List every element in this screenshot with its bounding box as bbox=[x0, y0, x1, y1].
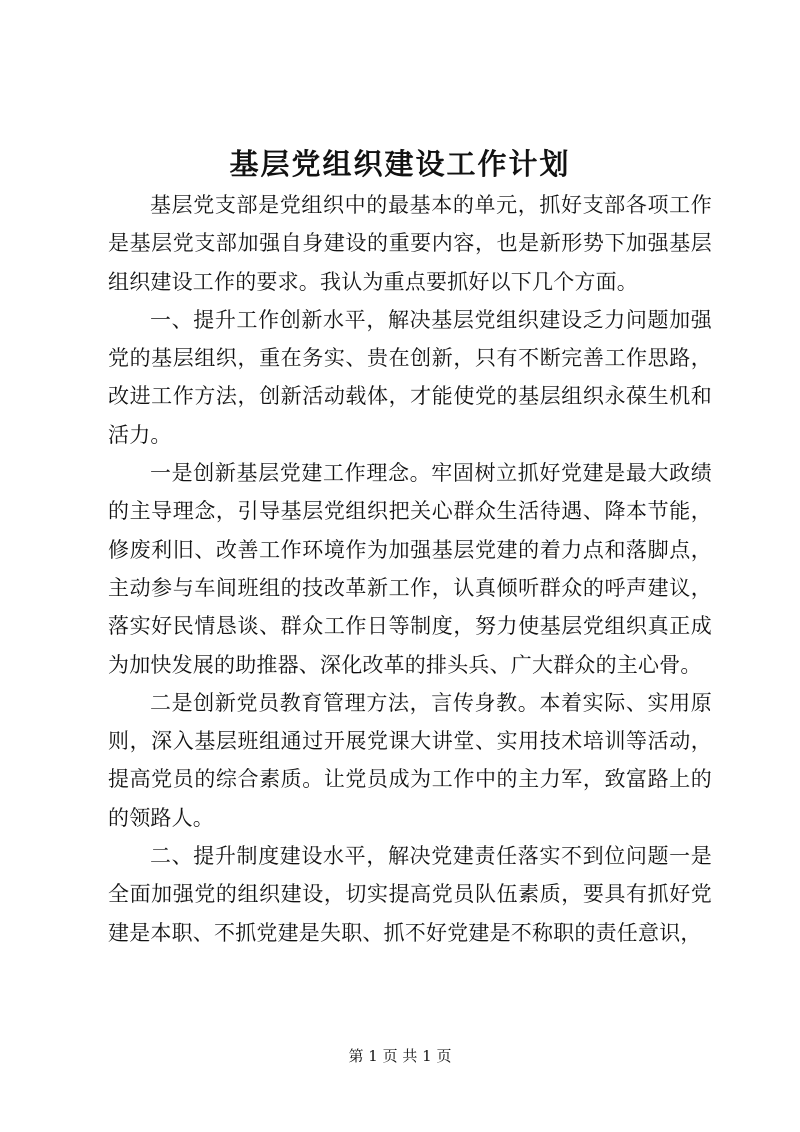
document-title: 基层党组织建设工作计划 bbox=[229, 147, 571, 181]
document-body bbox=[108, 186, 712, 952]
paragraph-section-1: 一、提升工作创新水平，解决基层党组织建设乏力问题加强党的基层组织，重在务实、贵在创新，只有不断完善工作思路，改进工作方法，创新活动载体，才能使党的基层组织永葆生机和活力。 bbox=[108, 307, 712, 447]
page-footer: 第 1 页 共 1 页 bbox=[348, 1047, 452, 1065]
paragraph-item-1: 一是创新基层党建工作理念。牢固树立抓好党建是最大政绩的主导理念，引导基层党组织把关心群众生活待遇、降本节能，修废利旧、改善工作环境作为加强基层党建的着力点和落脚点，主动参与车间班组的技改革新工作，认真倾听群众的呼声建议，落实好民情恳谈、群众工作日等制度，努力使基层党组织真正成为加快发展的助推器、深化改革的排头兵、广大群众的主心骨。 bbox=[108, 461, 712, 677]
paragraph-intro: 基层党支部是党组织中的最基本的单元，抓好支部各项工作是基层党支部加强自身建设的重要内容，也是新形势下加强基层组织建设工作的要求。我认为重点要抓好以下几个方面。 bbox=[108, 193, 712, 294]
paragraph-item-2: 二是创新党员教育管理方法，言传身教。本着实际、实用原则，深入基层班组通过开展党课大讲堂、实用技术培训等活动，提高党员的综合素质。让党员成为工作中的主力军，致富路上的的领路人。 bbox=[108, 690, 712, 830]
paragraph-section-2: 二、提升制度建设水平，解决党建责任落实不到位问题一是全面加强党的组织建设，切实提高党员队伍素质，要具有抓好党建是本职、不抓党建是失职、抓不好党建是不称职的责任意识， bbox=[108, 844, 712, 945]
